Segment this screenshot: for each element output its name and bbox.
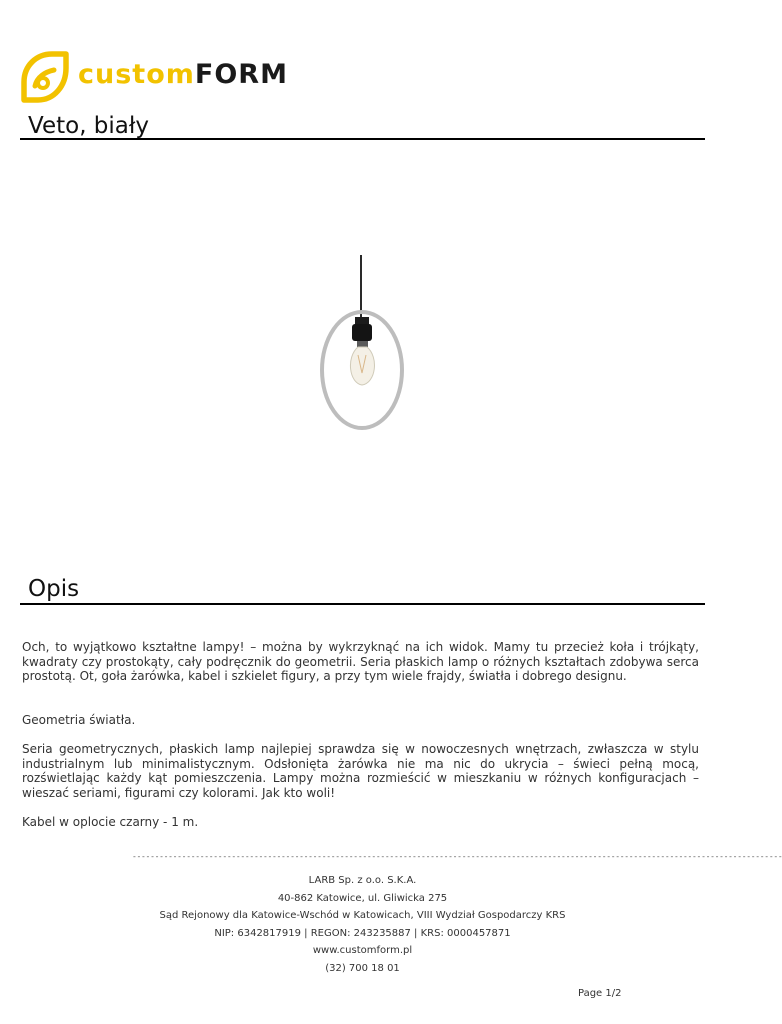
footer-phone: (32) 700 18 01 [325, 963, 400, 974]
footer-separator: ------------------------------------------------------------------------------------------------------------------------------------------------ [132, 852, 782, 861]
customform-logo [18, 50, 288, 106]
footer-website-link[interactable]: www.customform.pl [312, 945, 413, 956]
cable-info: Kabel w oplocie czarny - 1 m. [22, 815, 199, 829]
description-paragraph: Seria geometrycznych, płaskich lamp najlepiej sprawdza się w nowoczesnych wnętrzach, zwłaszcza w stylu industrialnym lub minimalistycznym. Odsłonięta żarówka nie ma nic do ukrycia – świeci pełną mocą, rozświetlając każdy kąt pomieszczenia. Lampy można rozmieścić w mieszkaniu w różnych konfiguracjach – wieszać seriami, figurami czy kolorami. Jak kto woli! [22, 742, 699, 800]
description-paragraph: Och, to wyjątkowo kształtne lampy! – można by wykrzyknąć na ich widok. Mamy tu przecież koła i trójkąty, kwadraty czy prostokąty, cały podręcznik do geometrii. Seria płaskich lamp o różnych kształtach zdobywa serca prostotą. Ot, goła żarówka, kabel i szkielet figury, a przy tym wiele frajdy, światła i dobrego designu. [22, 640, 699, 684]
logo-wordmark-form: FORM [194, 59, 288, 90]
logo-wordmark-custom: custom [78, 59, 195, 90]
footer-ids: NIP: 6342817919 | REGON: 243235887 | KRS: 0000457871 [214, 928, 511, 939]
footer-company: LARB Sp. z o.o. S.K.A. [308, 875, 417, 886]
footer-address: 40-862 Katowice, ul. Gliwicka 275 [277, 893, 448, 904]
product-title: Veto, biały [28, 113, 150, 139]
page-number: Page 1/2 [578, 988, 622, 999]
lamp-product-image [300, 255, 425, 435]
description-heading: Opis [28, 576, 80, 602]
logo-wordmark [78, 59, 288, 90]
description-subheading: Geometria światła. [22, 713, 136, 727]
footer-court: Sąd Rejonowy dla Katowice-Wschód w Katowicach, VIII Wydział Gospodarczy KRS [159, 910, 566, 921]
title-divider [20, 138, 705, 140]
description-divider [20, 603, 705, 605]
leaf-logo-icon [18, 50, 74, 106]
